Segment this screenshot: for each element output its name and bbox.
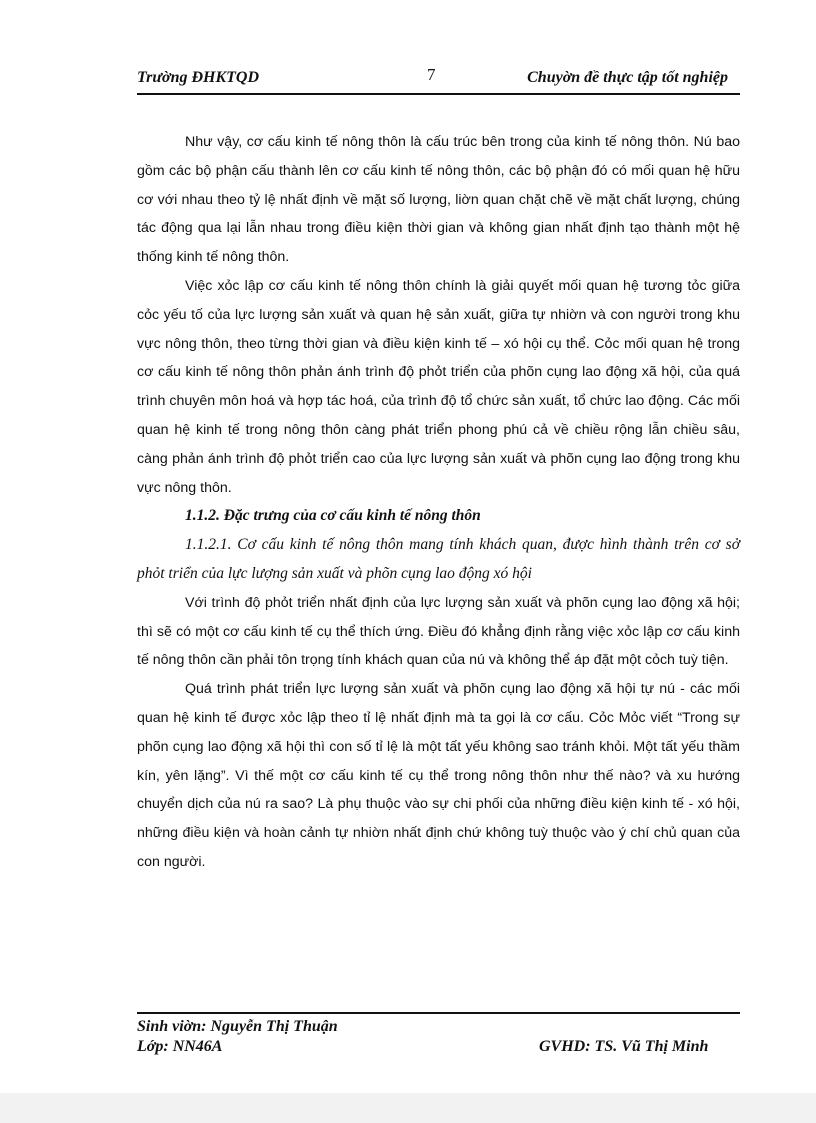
header-document-title: Chuyờn đề thực tập tốt nghiệp [527, 69, 728, 86]
section-heading: 1.1.2. Đặc trưng của cơ cấu kinh tế nông thôn [185, 507, 481, 525]
page-footer [137, 1012, 740, 1055]
paragraph: Việc xỏc lập cơ cấu kinh tế nông thôn chính là giải quyết mối quan hệ tương tỏc giữa cỏc yếu tố của lực lượng sản xuất và quan hệ sản xuất, giữa tự nhiờn và con người trong khu vực nông thôn, theo từng thời gian và điều kiện kinh tế – xó hội cụ thể. Cỏc mối quan hệ trong cơ cấu kinh tế nông thôn phản ánh trình độ phỏt triển của phõn cụng lao động xã hội, của quá trình chuyên môn hoá và hợp tác hoá, của trình độ tổ chức sản xuất, tổ chức lao động. Các mối quan hệ kinh tế trong nông thôn càng phát triển phong phú cả về chiều rộng lẫn chiều sâu, càng phản ánh trình độ phỏt triển cao của lực lượng sản xuất và phõn cụng lao động trong khu vực nông thôn. [137, 277, 740, 496]
page-number: 7 [427, 65, 436, 84]
page-body [137, 128, 740, 877]
subsection-heading: 1.1.2.1. Cơ cấu kinh tế nông thôn mang tính khách quan, được hình thành trên cơ sở phỏt triển của lực lượng sản xuất và phõn cụng lao động xó hội [137, 536, 740, 582]
footer-class: Lớp: NN46A [137, 1038, 223, 1055]
paragraph: Như vậy, cơ cấu kinh tế nông thôn là cấu trúc bên trong của kinh tế nông thôn. Nú bao gồm các bộ phận cấu thành lên cơ cấu kinh tế nông thôn, các bộ phận đó có mối quan hệ hữu cơ với nhau theo tỷ lệ nhất định về mặt số lượng, liờn quan chặt chẽ về mặt chất lượng, chúng tác động qua lại lẫn nhau trong điều kiện thời gian và không gian nhất định tạo thành một hệ thống kinh tế nông thôn. [137, 134, 740, 266]
page-header [137, 60, 740, 95]
footer-student-name: Sinh viờn: Nguyễn Thị Thuận [137, 1018, 338, 1035]
paragraph: Với trình độ phỏt triển nhất định của lực lượng sản xuất và phõn cụng lao động xã hội; thì sẽ có một cơ cấu kinh tế cụ thể thích ứng. Điều đó khẳng định rằng việc xỏc lập cơ cấu kinh tế nông thôn cần phải tôn trọng tính khách quan của nú và không thể áp đặt một cỏch tuỳ tiện. [137, 594, 740, 669]
footer-advisor: GVHD: TS. Vũ Thị Minh [539, 1038, 709, 1055]
paragraph: Quá trình phát triển lực lượng sản xuất và phõn cụng lao động xã hội tự nú - các mối quan hệ kinh tế được xỏc lập theo tỉ lệ nhất định mà ta gọi là cơ cấu. Cỏc Mỏc viết “Trong sự phõn cụng lao động xã hội thì con số tỉ lệ là một tất yếu không sao tránh khỏi. Một tất yếu thầm kín, yên lặng”. Vì thế một cơ cấu kinh tế cụ thể trong nông thôn như thế nào? và xu hướng chuyển dịch của nú ra sao? Là phụ thuộc vào sự chi phối của những điều kiện kinh tế - xó hội, những điều kiện và hoàn cảnh tự nhiờn nhất định chứ không tuỳ thuộc vào ý chí chủ quan của con người. [137, 681, 740, 870]
header-school: Trường ĐHKTQD [137, 69, 260, 86]
page-bottom-margin [0, 1093, 816, 1123]
